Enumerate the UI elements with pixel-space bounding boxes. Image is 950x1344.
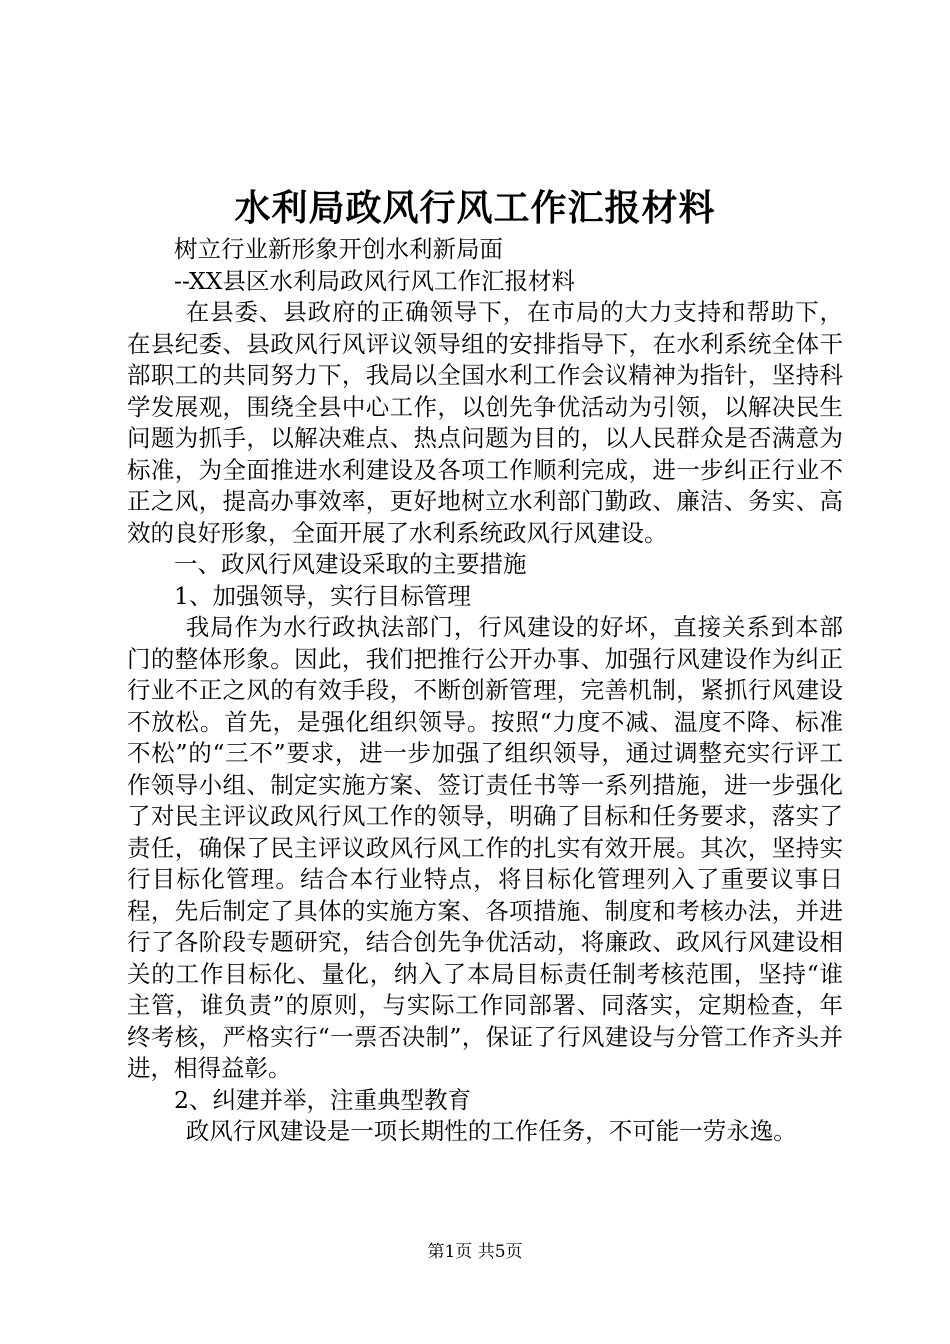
body-paragraph: 政风行风建设是一项长期性的工作任务，不可能一劳永逸。 (185, 1117, 797, 1145)
subtitle-line: 树立行业新形象开创水利新局面 (174, 235, 503, 263)
intro-paragraph: 在县委、县政府的正确领导下，在市局的大力支持和帮助下，在县纪委、县政风行风评议领导组的安排指导下，在水利系统全体干部职工的共同努力下，我局以全国水利工作会议精神为指针，坚持科学发展观，围绕全县中心工作，以创先争优活动为引领，以解决民生问题为抓手，以解决难点、热点问题为目的，以人民群众是否满意为标准，为全面推进水利建设及各项工作顺利完成，进一步纠正行业不正之风，提高办事效率，更好地树立水利部门勤政、廉洁、务实、高效的良好形象，全面开展了水利系统政风行风建设。 (127, 298, 843, 547)
page-number: 第1页 共5页 (427, 1242, 523, 1262)
document-title: 水利局政风行风工作汇报材料 (234, 187, 716, 229)
subsection-heading: 2、纠建并举，注重典型教育 (174, 1085, 471, 1114)
body-paragraph: 我局作为水行政执法部门，行风建设的好坏，直接关系到本部门的整体形象。因此，我们把推行公开办事、加强行风建设作为纠正行业不正之风的有效手段，不断创新管理，完善机制，紧抓行风建设不放松。首先，是强化组织领导。按照“力度不减、温度不降、标准不松”的“三不”要求，进一步加强了组织领导，通过调整充实行评工作领导小组、制定实施方案、签订责任书等一系列措施，进一步强化了对民主评议政风行风工作的领导，明确了目标和任务要求，落实了责任，确保了民主评议政风行风工作的扎实有效开展。其次，坚持实行目标化管理。结合本行业特点，将目标化管理列入了重要议事日程，先后制定了具体的实施方案、各项措施、制度和考核办法，并进行了各阶段专题研究，结合创先争优活动，将廉政、政风行风建设相关的工作目标化、量化，纳入了本局目标责任制考核范围，坚持“谁主管，谁负责”的原则，与实际工作同部署、同落实，定期检查，年终考核，严格实行“一票否决制”，保证了行风建设与分管工作齐头并进，相得益彰。 (127, 613, 843, 1082)
subtitle-source-line: --XX县区水利局政风行风工作汇报材料 (174, 266, 576, 295)
subsection-heading: 1、加强领导，实行目标管理 (174, 581, 471, 610)
document-body (127, 234, 843, 1148)
section-heading: 一、政风行风建设采取的主要措施 (174, 550, 527, 578)
